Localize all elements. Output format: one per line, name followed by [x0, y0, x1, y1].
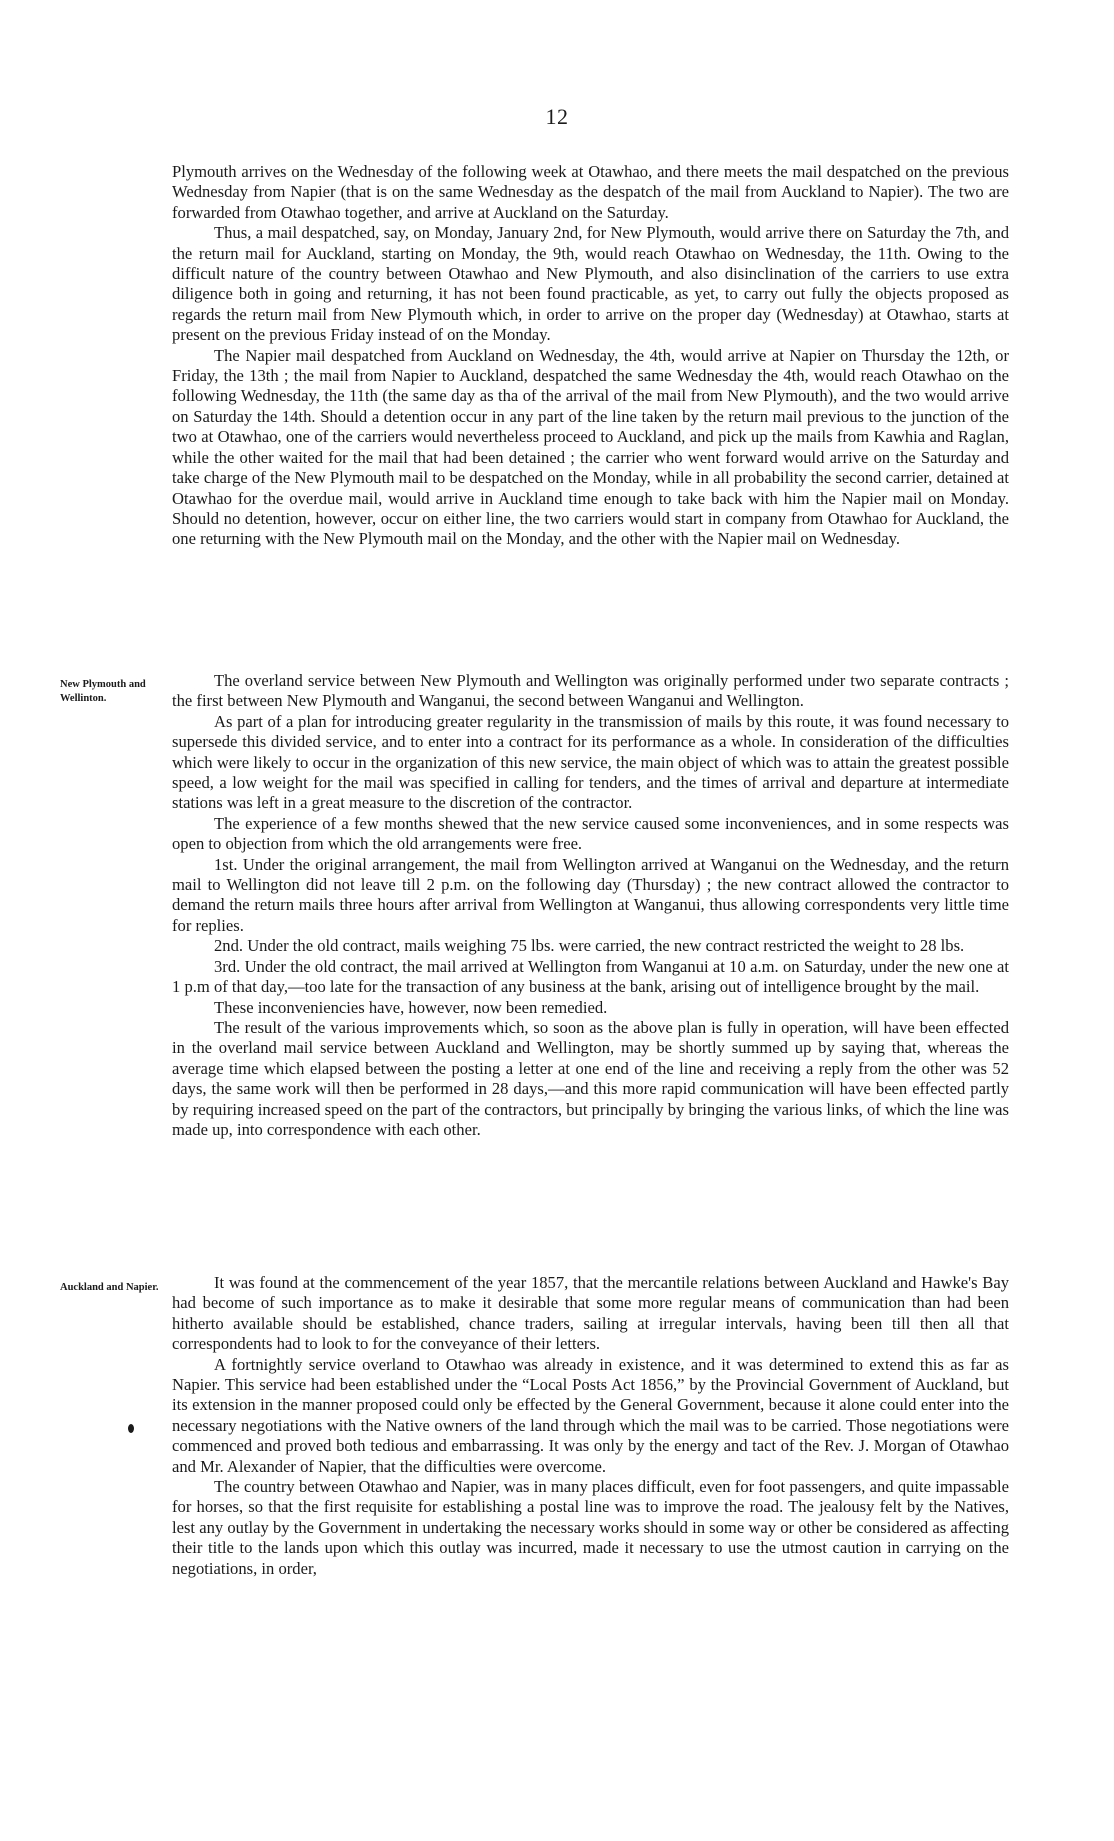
section-new-plymouth-wellington: [172, 671, 1009, 1140]
ink-mark: [128, 1424, 134, 1433]
paragraph: 2nd. Under the old contract, mails weighing 75 lbs. were carried, the new contract restricted the weight to 28 lbs.: [214, 936, 965, 956]
paragraph: Plymouth arrives on the Wednesday of the following week at Otawhao, and there meets the mail despatched on the previous Wednesday from Napier (that is on the same Wednesday as the despatch of the mail from Auckland to Napier). The two are forwarded from Otawhao together, and arrive at Auckland on the Saturday.: [172, 162, 1009, 222]
paragraph: The overland service between New Plymouth and Wellington was originally performed under two separate contracts ; the first between New Plymouth and Wanganui, the second between Wanganui and Wellington.: [172, 671, 1009, 711]
section-auckland-napier: [172, 1273, 1009, 1579]
paragraph: As part of a plan for introducing greater regularity in the transmission of mails by this route, it was found necessary to supersede this divided service, and to enter into a contract for its performance as a whole. In consideration of the difficulties which were likely to occur in the organization of this new service, the main object of which was to attain the greatest possible speed, a low weight for the mail was specified in calling for tenders, and the times of arrival and departure at intermediate stations was left in a great measure to the discretion of the contractor.: [172, 711, 1009, 813]
paragraph: It was found at the commencement of the year 1857, that the mercantile relations between Auckland and Hawke's Bay had become of such importance as to make it desirable that some more regular means of communication than had been hitherto available should be established, chance traders, sailing at irregular intervals, having been till then all that correspondents had to look to for the conveyance of their letters.: [172, 1273, 1009, 1354]
paragraph: The experience of a few months shewed that the new service caused some inconveniences, and in some respects was open to objection from which the old arrangements were free.: [172, 813, 1009, 854]
paragraph: The Napier mail despatched from Auckland on Wednesday, the 4th, would arrive at Napier on Thursday the 12th, or Friday, the 13th ; the mail from Napier to Auckland, despatched the same Wednesday the 4th, would reach Otawhao on the following Wednesday, the 11th (the same day as tha of the arrival of the mail from New Plymouth), and the two would arrive on Saturday the 14th. Should a detention occur in any part of the line taken by the return mail previous to the junction of the two at Otawhao, one of the carriers would nevertheless proceed to Auckland, and pick up the mails from Kawhia and Raglan, while the other waited for the mail that had been detained ; the carrier who went forward would arrive on the Saturday and take charge of the New Plymouth mail to be despatched on the Monday, while in all probability the second carrier, detained at Otawhao for the overdue mail, would arrive in Auckland time enough to take back with him the Napier mail on Monday. Should no detention, however, occur on either line, the two carriers would start in company from Otawhao for Auckland, the one returning with the New Plymouth mail on the Monday, and the other with the Napier mail on Wednesday.: [172, 345, 1009, 549]
section-continuation: [172, 162, 1009, 550]
paragraph: The country between Otawhao and Napier, was in many places difficult, even for foot passengers, and quite impassable for horses, so that the first requisite for establishing a postal line was to improve the road. The jealousy felt by the Natives, lest any outlay by the Government in undertaking the necessary works should in some way or other be considered as affecting their title to the lands upon which this outlay was incurred, made it necessary to use the utmost caution in carrying on the negotiations, in order,: [172, 1477, 1009, 1578]
margin-note-auckland-napier: Auckland and Napier.: [60, 1282, 159, 1293]
margin-note-new-plymouth-wellington: New Plymouth and Wellinton.: [60, 679, 146, 704]
paragraph: 1st. Under the original arrangement, the mail from Wellington arrived at Wanganui on the Wednesday, and the return mail to Wellington did not leave till 2 p.m. on the following day (Thursday) ; the new contract allowed the contractor to demand the return mails three hours after arrival from Wellington at Wanganui, thus allowing correspondents very little time for replies.: [172, 854, 1009, 935]
paragraph: These inconveniencies have, however, now been remedied.: [214, 997, 608, 1017]
paragraph: A fortnightly service overland to Otawhao was already in existence, and it was determined to extend this as far as Napier. This service had been established under the “Local Posts Act 1856,” by the Provincial Government of Auckland, but its extension in the manner proposed could only be effected by the General Government, because it alone could enter into the necessary negotiations with the Native owners of the land through which the mail was to be carried. Those negotiations were commenced and proved both tedious and embarrassing. It was only by the energy and tact of the Rev. J. Morgan of Otawhao and Mr. Alexander of Napier, that the difficulties were overcome.: [172, 1354, 1009, 1476]
paragraph: Thus, a mail despatched, say, on Monday, January 2nd, for New Plymouth, would arrive there on Saturday the 7th, and the return mail for Auckland, starting on Monday, the 9th, would reach Otawhao on Wednesday, the 11th. Owing to the difficult nature of the country between Otawhao and New Plymouth, and also disinclination of the carriers to use extra diligence both in going and returning, it has not been found practicable, as yet, to carry out fully the objects proposed as regards the return mail from New Plymouth which, in order to arrive on the proper day (Wednesday) at Otawhao, starts at present on the previous Friday instead of on the Monday.: [172, 223, 1009, 345]
page-number: 12: [545, 104, 569, 129]
paragraph: The result of the various improvements which, so soon as the above plan is fully in operation, will have been effected in the overland mail service between Auckland and Wellington, may be shortly summed up by saying that, whereas the average time which elapsed between the posting a letter at one end of the line and receiving a reply from the other was 52 days, the same work will then be performed in 28 days,—and this more rapid communication will have been effected partly by requiring increased speed on the part of the contractors, but principally by bringing the various links, of which the line was made up, into correspondence with each other.: [172, 1017, 1009, 1139]
paragraph: 3rd. Under the old contract, the mail arrived at Wellington from Wanganui at 10 a.m. on Saturday, under the new one at 1 p.m of that day,—too late for the transaction of any business at the bank, arising out of intelligence brought by the mail.: [172, 956, 1009, 997]
